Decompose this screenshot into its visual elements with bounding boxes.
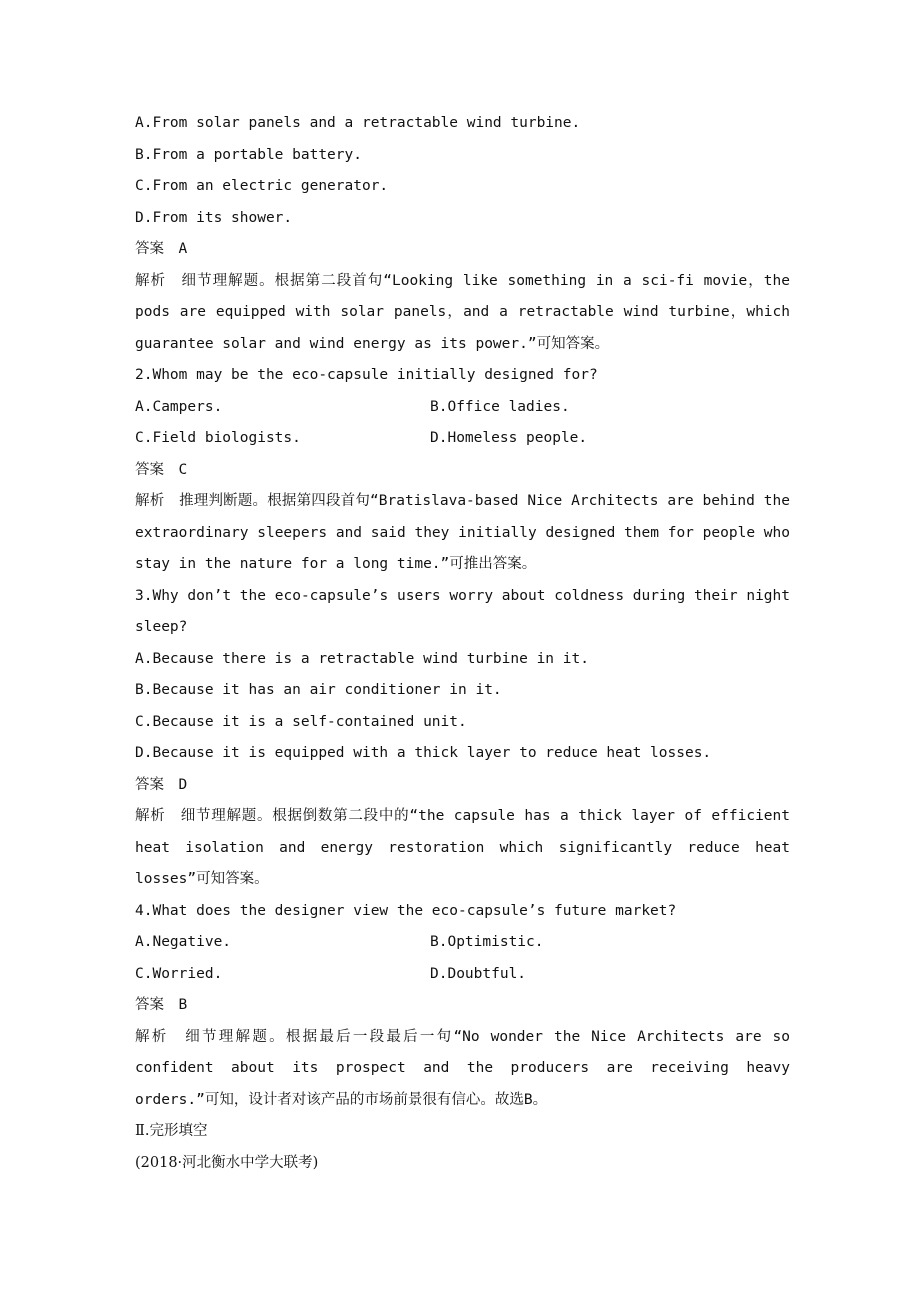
q1-answer: 答案 A: [135, 241, 188, 257]
q2-option-c: C.Field biologists.: [135, 430, 301, 446]
q1-option-d: D.From its shower.: [135, 209, 293, 226]
section-source: (2018·河北衡水中学大联考): [135, 1154, 319, 1171]
q1-option-a: A.From solar panels and a retractable wind turbine.: [135, 115, 581, 131]
q2-option-d: D.Homeless people.: [430, 430, 588, 446]
q2-options-row-1: [135, 392, 790, 424]
q1-option-c: C.From an electric generator.: [135, 178, 389, 194]
q1-analysis: 解析 细节理解题。根据第二段首句“Looking like something in a sci-fi movie，the pods are equipped with solar panels，and a retractable wind turbine，which guarantee solar and wind energy as its power.”可知答案。: [135, 272, 790, 352]
q1-option-b: B.From a portable battery.: [135, 146, 362, 163]
q4-options-row-1: [135, 927, 790, 959]
q3-option-c: C.Because it is a self-contained unit.: [135, 713, 467, 730]
q4-options-row-2: [135, 959, 790, 991]
q2-option-b: B.Office ladies.: [430, 398, 570, 415]
q3-answer: 答案 D: [135, 776, 188, 793]
q4-option-c: C.Worried.: [135, 965, 223, 982]
q2-options-row-2: [135, 423, 790, 455]
q4-option-d: D.Doubtful.: [430, 965, 527, 982]
q2-option-a: A.Campers.: [135, 398, 223, 415]
q4-answer: 答案 B: [135, 997, 188, 1013]
q3-option-d: D.Because it is equipped with a thick layer to reduce heat losses.: [135, 745, 712, 761]
q2-answer: 答案 C: [135, 461, 188, 478]
q4-question: 4.What does the designer view the eco-capsule’s future market?: [135, 902, 677, 919]
q3-option-a: A.Because there is a retractable wind turbine in it.: [135, 650, 589, 667]
document-page: [135, 108, 790, 1179]
q4-option-a: A.Negative.: [135, 934, 232, 950]
q4-analysis: 解析 细节理解题。根据最后一段最后一句“No wonder the Nice Architects are so confident about its prospect and the producers are receiving heavy orders.”可知，设计者对该产品的市场前景很有信心。故选B。: [135, 1028, 790, 1108]
q3-question: 3.Why don’t the eco-capsule’s users worry about coldness during their night sleep?: [135, 587, 790, 635]
q3-option-b: B.Because it has an air conditioner in it.: [135, 682, 502, 698]
section-title: Ⅱ.完形填空: [135, 1123, 208, 1139]
q3-analysis: 解析 细节理解题。根据倒数第二段中的“the capsule has a thick layer of efficient heat isolation and energy restoration which significantly reduce heat losses”可知答案。: [135, 808, 790, 887]
q2-analysis: 解析 推理判断题。根据第四段首句“Bratislava-based Nice Architects are behind the extraordinary sleepers and said they initially designed them for people who stay in the nature for a long time.”可推出答案。: [135, 493, 790, 572]
q4-option-b: B.Optimistic.: [430, 934, 544, 950]
q2-question: 2.Whom may be the eco-capsule initially designed for?: [135, 367, 598, 383]
